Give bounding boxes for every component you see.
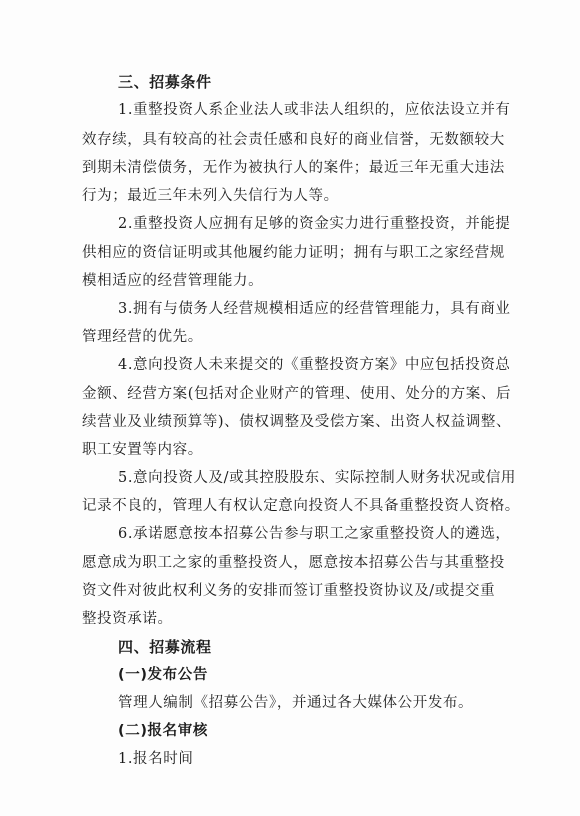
subsection-publish-notice-text: 管理人编制《招募公告》，并通过各大媒体公开发布。 [118,695,474,711]
registration-time-item: 1.报名时间 [118,751,194,767]
condition-4-line-2: 金额、经营方案(包括对企业财产的管理、使用、处分的方案、后 [82,386,512,402]
condition-4-line-4: 职工安置等内容。 [82,442,203,458]
condition-2-line-2: 供相应的资信证明或其他履约能力证明；拥有与职工之家经营规 [82,245,505,261]
subsection-publish-notice-title: (一)发布公告 [118,667,208,683]
condition-1-line-1: 1.重整投资人系企业法人或非法人组织的，应依法设立并有 [118,102,511,118]
condition-3-line-2: 管理经营的优先。 [82,329,203,345]
condition-2-line-3: 模相适应的经营管理能力。 [82,273,264,289]
condition-6-line-3: 资文件对彼此权利义务的安排而签订重整投资协议及/或提交重 [82,583,496,599]
section-3-heading: 三、招募条件 [118,73,212,91]
condition-4-line-1: 4.意向投资人未来提交的《重整投资方案》中应包括投资总 [118,357,511,373]
condition-2-line-1: 2.重整投资人应拥有足够的资金实力进行重整投资，并能提 [118,216,511,232]
condition-6-line-4: 整投资承诺。 [82,611,173,627]
section-4-heading: 四、招募流程 [118,638,212,656]
condition-4-line-3: 续营业及业绩预算等)、债权调整及受偿方案、出资人权益调整、 [82,414,512,430]
condition-3-line-1: 3.拥有与债务人经营规模相适应的经营管理能力，具有商业 [118,301,511,317]
condition-1-line-2: 效存续，具有较高的社会责任感和良好的商业信誉，无数额较大 [82,132,505,148]
condition-5-line-1: 5.意向投资人及/或其控股股东、实际控制人财务状况或信用 [118,470,517,486]
condition-1-line-3: 到期未清偿债务，无作为被执行人的案件；最近三年无重大违法 [82,160,505,176]
condition-5-line-2: 记录不良的，管理人有权认定意向投资人不具备重整投资人资格。 [82,498,520,514]
condition-6-line-2: 愿意成为职工之家的重整投资人，愿意按本招募公告与其重整投 [82,555,505,571]
subsection-registration-review-title: (二)报名审核 [118,723,208,739]
condition-1-line-4: 行为；最近三年未列入失信行为人等。 [82,188,339,204]
condition-6-line-1: 6.承诺愿意按本招募公告参与职工之家重整投资人的遴选， [118,526,511,542]
